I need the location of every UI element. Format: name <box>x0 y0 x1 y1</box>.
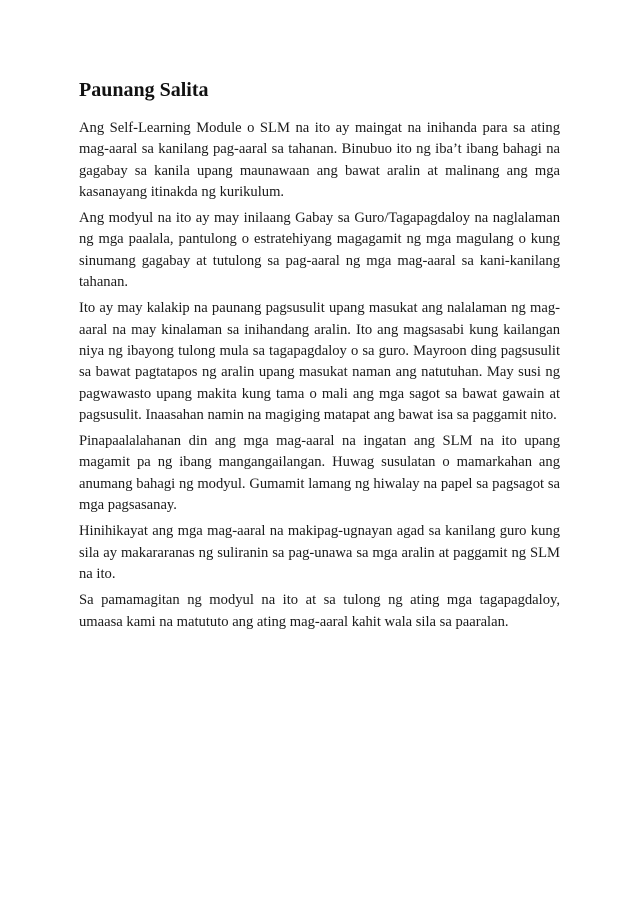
paragraph-5: Hinihikayat ang mga mag-aaral na makipag-ugnayan agad sa kanilang guro kung sila ay makararanas ng suliranin sa pag-unawa sa mga aralin at paggamit ng SLM na ito. <box>79 523 560 582</box>
paragraph-1: Ang Self-Learning Module o SLM na ito ay maingat na inihanda para sa ating mag-aaral sa kanilang pag-aaral sa tahanan. Binubuo ito ng iba’t ibang bahagi na gagabay sa kanila upang maunawaan ang bawat aralin at malinang ang mga kasanayang itinakda ng kurikulum. <box>79 120 560 200</box>
paragraph-4: Pinapaalalahanan din ang mga mag-aaral na ingatan ang SLM na ito upang magamit pa ng ibang mangangailangan. Huwag susulatan o mamarkahan ang anumang bahagi ng modyul. Gumamit lamang ng hiwalay na papel sa pagsagot sa mga pagsasanay. <box>79 433 560 514</box>
paragraph-6: Sa pamamagitan ng modyul na ito at sa tulong ng ating mga tagapagdaloy, umaasa kami na matututo ang ating mag-aaral kahit wala sila sa paaralan. <box>79 592 560 630</box>
paragraph-3: Ito ay may kalakip na paunang pagsusulit upang masukat ang nalalaman ng mag-aaral na may kinalaman sa inihandang aralin. Ito ang magsasabi kung kailangan niya ng ibayong tulong mula sa tagapagdaloy o sa guro. Mayroon ding pagsusulit sa bawat pagtatapos ng aralin upang masukat naman ang natutuhan. May susi ng pagwawasto upang makita kung tama o mali ang mga sagot sa bawat gawain at pagsusulit. Inaasahan namin na magiging matapat ang bawat isa sa paggamit nito. <box>79 300 560 423</box>
paragraph-2: Ang modyul na ito ay may inilaang Gabay sa Guro/Tagapagdaloy na naglalaman ng mga paalala, pantulong o estratehiyang magagamit ng mga magulang o kung sinumang gagabay at tutulong sa pag-aaral ng mga mag-aaral sa kani-kanilang tahanan. <box>79 210 560 291</box>
document-body <box>79 78 560 638</box>
page-title: Paunang Salita <box>79 79 209 101</box>
